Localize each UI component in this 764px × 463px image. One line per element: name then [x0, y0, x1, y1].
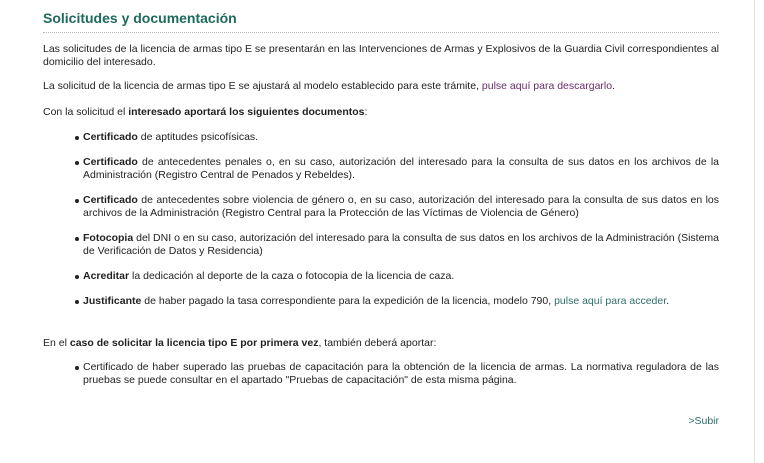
main-content	[43, 0, 719, 427]
download-form-link[interactable]: pulse aquí para descargarlo	[481, 80, 613, 92]
back-to-top-link[interactable]: >Subir	[688, 415, 719, 427]
document-item	[83, 232, 719, 258]
documents-heading-suffix: :	[364, 106, 368, 118]
document-item-text: de antecedentes penales o, en su caso, autorización del interesado para la consulta de sus datos en los archivos de la Administración (Registro Central de Penados y Rebeldes).	[83, 156, 719, 181]
payment-access-link[interactable]: pulse aquí para acceder	[554, 295, 667, 307]
document-item-bold: Acreditar	[83, 270, 130, 282]
title-divider	[43, 32, 719, 33]
tramite-paragraph	[43, 80, 719, 93]
first-time-item: Certificado de haber superado las pruebas de capacitación para la obtención de la licencia de armas. La normativa reguladora de las pruebas se puede consultar en el apartado "Pruebas de capacitación" de esta misma página.	[83, 361, 719, 386]
first-time-bold: caso de solicitar la licencia tipo E por primera vez	[69, 337, 319, 349]
document-item-bold: Fotocopia	[83, 232, 134, 244]
first-time-list	[83, 361, 719, 387]
document-item-bold: Justificante	[83, 295, 142, 307]
document-item-text: del DNI o en su caso, autorización del interesado para la consulta de sus datos en los archivos de la Administración (Sistema de Verificación de Datos y Residencia)	[83, 232, 719, 257]
document-item	[83, 156, 719, 182]
first-time-paragraph	[43, 337, 719, 350]
document-item-text: de aptitudes psicofísicas.	[137, 131, 259, 143]
documents-list	[83, 131, 719, 308]
intro-paragraph: Las solicitudes de la licencia de armas tipo E se presentarán en las Intervenciones de Armas y Explosivos de la Guardia Civil correspondientes al domicilio del interesado.	[43, 43, 719, 68]
document-item	[83, 194, 719, 220]
document-item-text: de haber pagado la tasa correspondiente para la expedición de la licencia, modelo 790,	[141, 295, 555, 307]
documents-heading-bold: interesado aportará los siguientes documentos	[128, 106, 365, 118]
document-item	[83, 131, 719, 144]
document-item-bold: Certificado	[83, 156, 138, 168]
document-item	[83, 295, 719, 308]
first-time-suffix: , también deberá aportar:	[318, 337, 437, 349]
document-item-text: la dedicación al deporte de la caza o fotocopia de la licencia de caza.	[129, 270, 455, 282]
document-item-bold: Certificado	[83, 131, 138, 143]
document-item-text: de antecedentes sobre violencia de género o, en su caso, autorización del interesado para la consulta de sus datos en los archivos de la Administración (Registro Central para la Protección de las Víctimas de Violencia de Género)	[83, 194, 719, 219]
first-time-prefix: En el	[43, 337, 70, 349]
tramite-end: .	[612, 80, 615, 92]
section-title: Solicitudes y documentación	[43, 10, 237, 26]
documents-heading	[43, 106, 719, 119]
document-item-bold: Certificado	[83, 194, 138, 206]
right-border-line	[754, 0, 755, 463]
tramite-text: La solicitud de la licencia de armas tipo E se ajustará al modelo establecido para este trámite,	[43, 80, 482, 92]
documents-heading-prefix: Con la solicitud el	[43, 106, 129, 118]
document-item	[83, 270, 719, 283]
document-item-end: .	[666, 295, 670, 307]
